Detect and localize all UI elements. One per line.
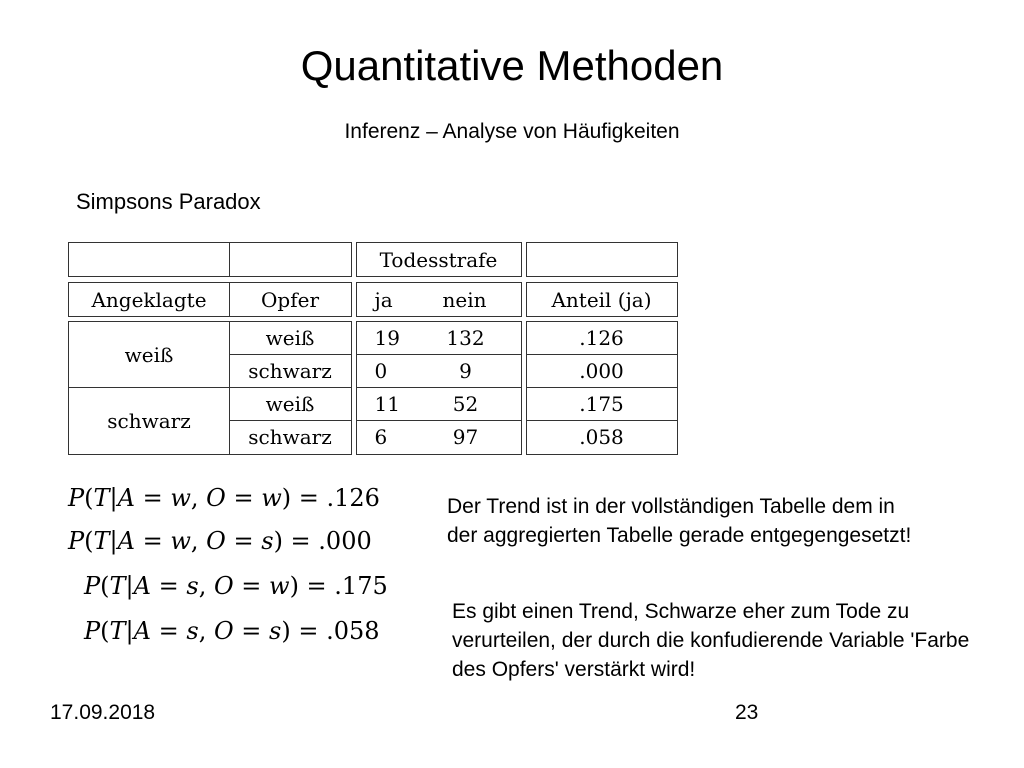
ja-value: 19: [374, 326, 400, 350]
formula-a-value: s: [186, 617, 199, 645]
formula-o-value: s: [261, 527, 274, 555]
formula-a-value: s: [186, 572, 199, 600]
nein-value: 132: [446, 326, 485, 350]
angeklagte-cell: schwarz: [68, 387, 230, 455]
counts-cell: [356, 321, 522, 388]
formula-o-value: s: [269, 617, 282, 645]
formula-o-value: w: [261, 484, 282, 512]
nein-value: 9: [459, 359, 472, 383]
table-group: [68, 387, 676, 455]
opfer-value: weiß: [265, 391, 315, 416]
slide-subtitle: Inferenz – Analyse von Häufigkeiten: [344, 120, 680, 143]
formula-a-value: w: [170, 527, 191, 555]
simpson-table: [68, 242, 673, 456]
anteil-value: .000: [527, 354, 677, 387]
formula-result: .000: [318, 527, 372, 555]
column-header-angeklagte: Angeklagte: [68, 282, 230, 317]
counts-cell: [356, 387, 522, 455]
opfer-value: schwarz: [230, 420, 351, 454]
ja-value: 6: [374, 425, 388, 450]
angeklagte-cell: weiß: [68, 321, 230, 388]
anteil-cell: [526, 321, 678, 388]
ja-value: 11: [374, 391, 400, 416]
opfer-value: weiß: [265, 326, 315, 350]
opfer-cell: [229, 387, 352, 455]
todesstrafe-header: Todesstrafe: [356, 242, 522, 277]
empty-header-cell: [229, 242, 352, 277]
probability-formula: P(T|A = s, O = w) = .175: [84, 572, 388, 600]
column-header-anteil: Anteil (ja): [526, 282, 678, 317]
explanation-note: Es gibt einen Trend, Schwarze eher zum Tode zu verurteilen, der durch die konfudierende Variable 'Farbe des Opfers' verstärkt wird!: [452, 600, 970, 681]
table-row: [357, 354, 521, 387]
column-header-ja: ja: [374, 287, 393, 312]
anteil-value: .058: [527, 420, 677, 454]
column-header-nein: nein: [442, 287, 487, 312]
page-number: 23: [735, 701, 759, 724]
footer-date: 17.09.2018: [50, 701, 156, 724]
empty-header-cell: [526, 242, 678, 277]
ja-value: 0: [374, 359, 388, 383]
slide-title: Quantitative Methoden: [300, 42, 724, 89]
opfer-cell: [229, 321, 352, 388]
anteil-value: .175: [579, 391, 624, 416]
column-header-opfer: Opfer: [229, 282, 352, 317]
anteil-cell: [526, 387, 678, 455]
probability-formula: P(T|A = w, O = w) = .126: [68, 484, 380, 512]
probability-formula: P(T|A = s, O = s) = .058: [84, 617, 380, 645]
section-heading: Simpsons Paradox: [76, 189, 261, 214]
nein-value: 52: [452, 391, 479, 416]
table-group: [68, 321, 676, 388]
formula-a-value: w: [170, 484, 191, 512]
trend-note: Der Trend ist in der vollständigen Tabelle dem in der aggregierten Tabelle gerade entgegengesetzt!: [447, 495, 912, 547]
formula-result: .126: [326, 484, 380, 512]
formula-result: .175: [334, 572, 388, 600]
probability-formula: P(T|A = w, O = s) = .000: [68, 527, 372, 555]
opfer-value: schwarz: [230, 354, 351, 387]
empty-header-cell: [68, 242, 230, 277]
column-header-ja-nein: [356, 282, 522, 317]
table-row: [357, 420, 521, 454]
formula-o-value: w: [269, 572, 290, 600]
table-row: [357, 322, 521, 354]
anteil-value: .126: [579, 326, 624, 350]
table-row: [357, 388, 521, 421]
formula-result: .058: [326, 617, 380, 645]
nein-value: 97: [452, 425, 479, 450]
